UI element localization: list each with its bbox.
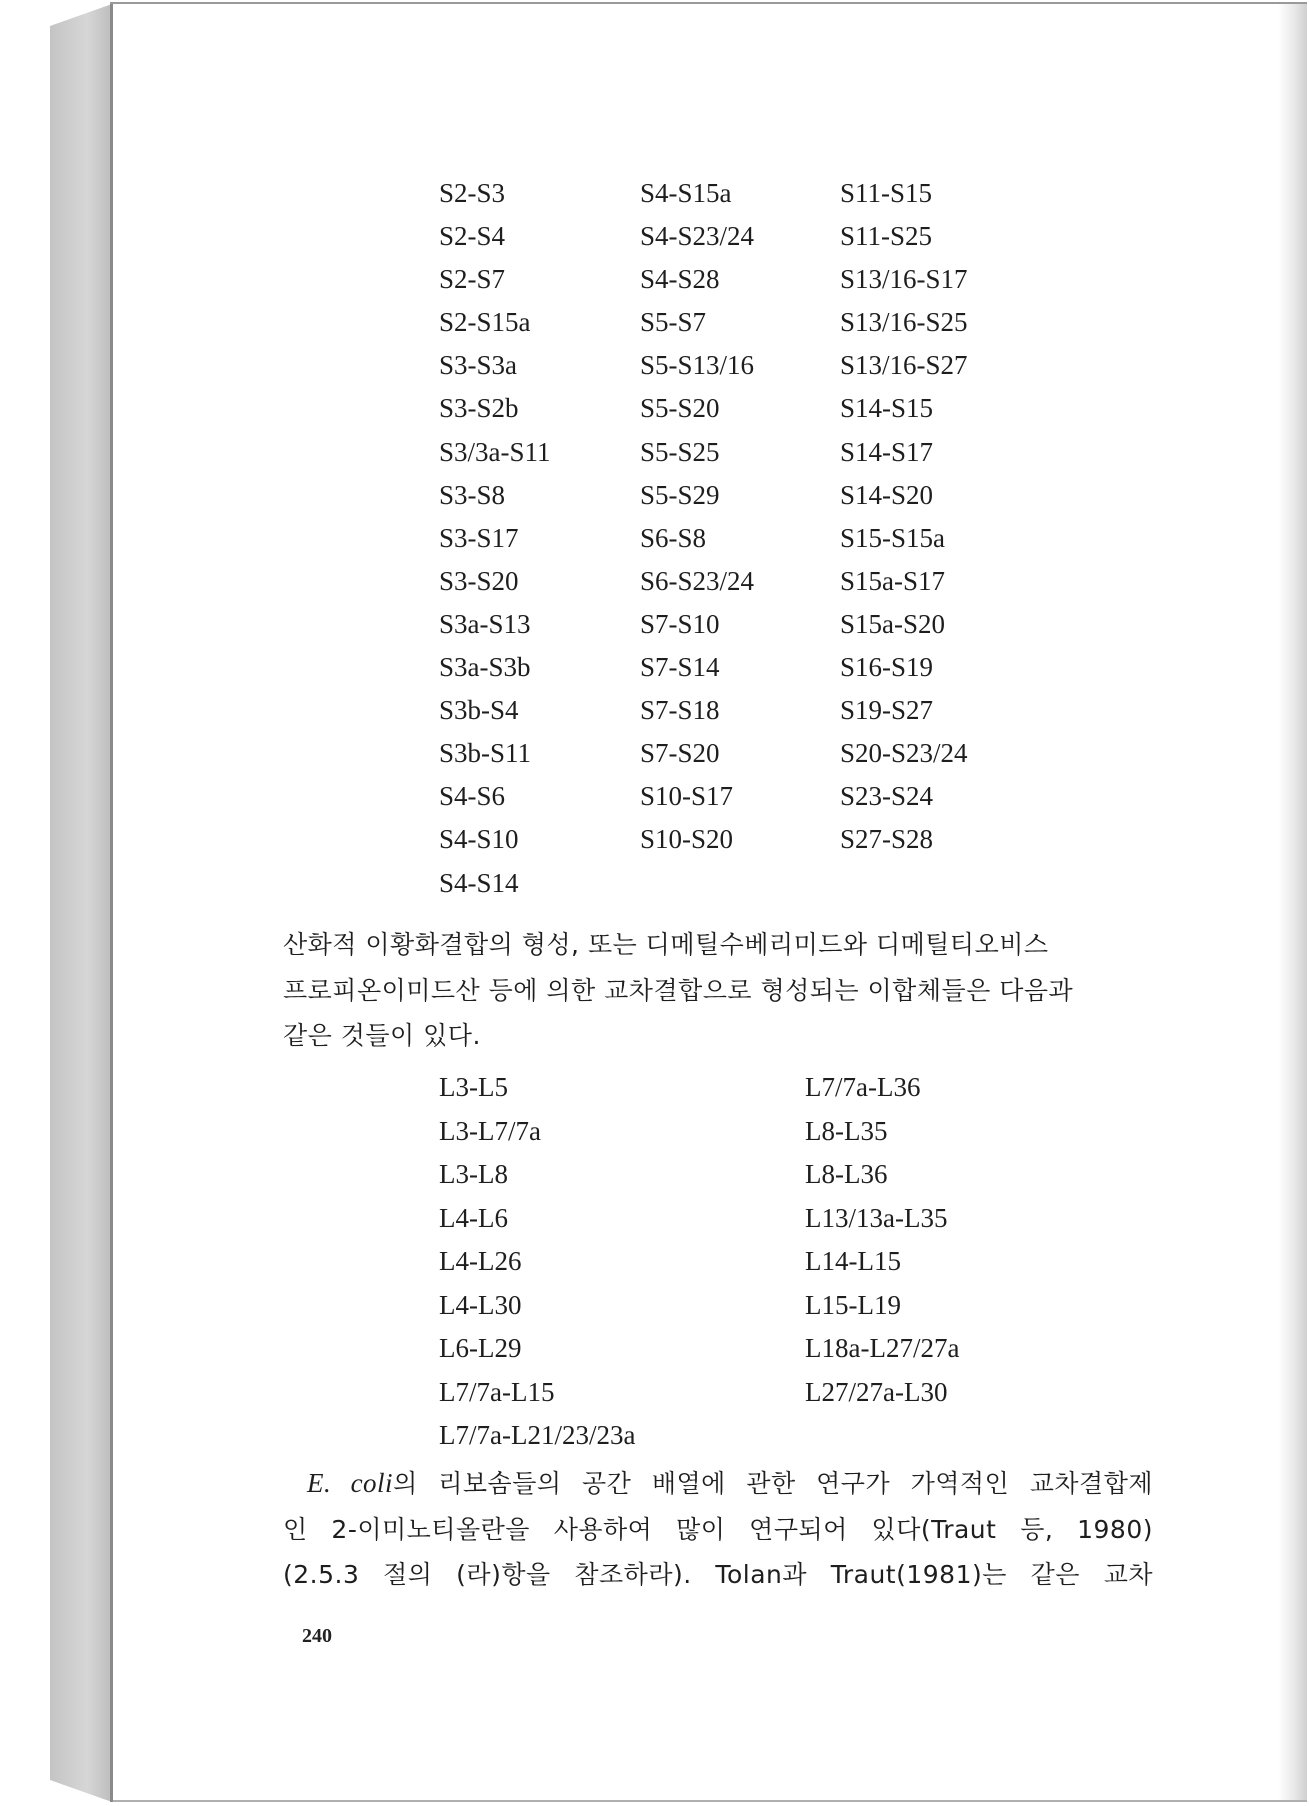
pair-item: S14-S17 — [840, 436, 934, 467]
pair-item: S10-S20 — [640, 824, 734, 855]
pair-item: L14-L15 — [805, 1246, 901, 1276]
pair-item: S5-S25 — [640, 436, 720, 467]
page-number: 240 — [302, 1625, 332, 1647]
pair-item: S4-S23/24 — [640, 221, 755, 252]
pair-item: S6-S23/24 — [640, 565, 755, 596]
s-pairs-column-1 — [439, 172, 551, 905]
pair-item: S2-S4 — [439, 221, 506, 252]
pair-item: S2-S15a — [439, 307, 531, 338]
pair-item: S3b-S11 — [439, 738, 532, 769]
pair-item: L4-L6 — [439, 1202, 508, 1233]
paragraph-line: 인 2-이미노티올란을 사용하여 많이 연구되어 있다(Traut 등, 1980) — [283, 1514, 1153, 1544]
pair-item: S3-S8 — [439, 479, 506, 510]
pair-item: L4-L26 — [439, 1246, 522, 1276]
pair-item: L3-L5 — [439, 1072, 508, 1102]
book-spine-edge — [110, 4, 113, 1802]
pair-item: S3b-S4 — [439, 695, 519, 726]
book-spine — [50, 4, 112, 1802]
pair-item: L18a-L27/27a — [805, 1333, 960, 1363]
pair-item: S27-S28 — [840, 824, 934, 855]
pair-item: S3a-S3b — [439, 652, 531, 683]
pair-item: S15-S15a — [840, 522, 946, 553]
pair-item: S2-S3 — [439, 178, 506, 208]
l-pairs-column-2 — [805, 1066, 959, 1414]
pair-item: S23-S24 — [840, 781, 934, 812]
pair-item: S3/3a-S11 — [439, 436, 551, 467]
pair-item: S3-S17 — [439, 522, 519, 553]
pair-item: S11-S25 — [840, 221, 933, 252]
pair-item: L8-L35 — [805, 1115, 888, 1146]
pair-item: S15a-S17 — [840, 565, 946, 596]
page-bottom-edge — [113, 1800, 1307, 1802]
pair-item: S10-S17 — [640, 781, 734, 812]
pair-item: L6-L29 — [439, 1333, 522, 1363]
pair-item: S11-S15 — [840, 178, 933, 208]
pair-item: S3-S3a — [439, 350, 518, 381]
pair-item: S13/16-S17 — [840, 264, 968, 295]
paragraph-crosslink-dimers — [283, 922, 1153, 1059]
l-pairs-column-1 — [439, 1066, 635, 1458]
pair-item: S7-S14 — [640, 652, 720, 683]
pair-item: L7/7a-L36 — [805, 1072, 921, 1102]
pair-item: S7-S18 — [640, 695, 720, 726]
pair-item: L7/7a-L15 — [439, 1376, 555, 1407]
paragraph-line: 프로피온이미드산 등에 의한 교차결합으로 형성되는 이합체들은 다음과 — [283, 975, 1074, 1005]
pair-item: S4-S6 — [439, 781, 506, 812]
pair-item: S14-S15 — [840, 393, 934, 424]
pair-item: S20-S23/24 — [840, 738, 968, 769]
pair-item: S16-S19 — [840, 652, 934, 683]
paragraph-line: 산화적 이황화결합의 형성, 또는 디메틸수베리미드와 디메틸티오비스 — [283, 930, 1049, 959]
pair-item: S19-S27 — [840, 695, 934, 726]
s-pairs-column-2 — [640, 172, 754, 862]
pair-item: S4-S28 — [640, 264, 720, 295]
pair-item: S13/16-S25 — [840, 307, 968, 338]
pair-item: S5-S29 — [640, 479, 720, 510]
pair-item: L13/13a-L35 — [805, 1202, 948, 1233]
pair-item: S3a-S13 — [439, 608, 531, 639]
pair-item: S4-S15a — [640, 178, 732, 208]
species-name: E. coli — [307, 1468, 394, 1498]
pair-item: S14-S20 — [840, 479, 934, 510]
page-right-shadow — [1278, 4, 1307, 1802]
pair-item: S2-S7 — [439, 264, 506, 295]
pair-item: L8-L36 — [805, 1159, 888, 1189]
pair-item: S15a-S20 — [840, 608, 946, 639]
pair-item: L3-L7/7a — [439, 1115, 541, 1146]
paragraph-line: 같은 것들이 있다. — [283, 1021, 481, 1050]
pair-item: S5-S7 — [640, 307, 707, 338]
pair-item: L15-L19 — [805, 1289, 901, 1320]
paragraph-text: 의 리보솜들의 공간 배열에 관한 연구가 가역적인 교차결합제 — [393, 1469, 1153, 1498]
pair-item: S4-S10 — [439, 824, 519, 855]
pair-item: S3-S2b — [439, 393, 519, 424]
pair-item: S7-S20 — [640, 738, 720, 769]
pair-item: S3-S20 — [439, 565, 519, 596]
pair-item: S13/16-S27 — [840, 350, 968, 381]
pair-item: S6-S8 — [640, 522, 707, 553]
paragraph-ecoli-ribosome — [283, 1461, 1153, 1598]
pair-item: S5-S13/16 — [640, 350, 755, 381]
pair-item: L3-L8 — [439, 1159, 508, 1189]
pair-item: L27/27a-L30 — [805, 1376, 948, 1407]
pair-item: S5-S20 — [640, 393, 720, 424]
pair-item: L7/7a-L21/23/23a — [439, 1420, 636, 1450]
pair-item: L4-L30 — [439, 1289, 522, 1320]
paragraph-line: (2.5.3 절의 (라)항을 참조하라). Tolan과 Traut(1981)는 같은 교차 — [283, 1560, 1153, 1589]
pair-item: S7-S10 — [640, 608, 720, 639]
paragraph-line — [283, 1461, 1153, 1507]
s-pairs-column-3 — [840, 172, 968, 862]
pair-item: S4-S14 — [439, 867, 519, 898]
